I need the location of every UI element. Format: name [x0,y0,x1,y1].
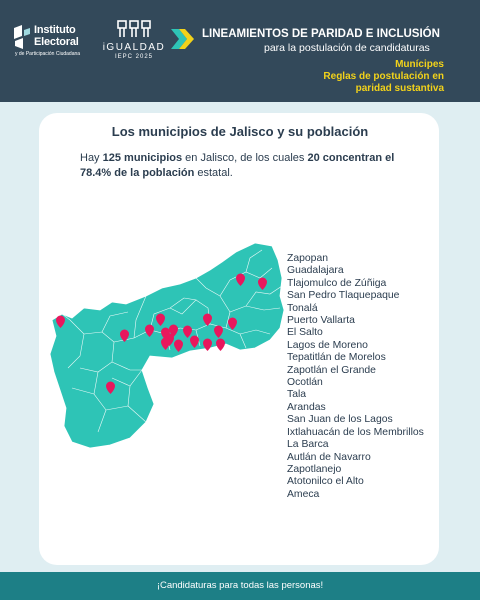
list-item: Zapotlanejo [287,463,342,475]
iepc-logo [12,22,98,62]
list-item: San Pedro Tlaquepaque [287,290,400,302]
igualdad-word: iGUALDAD [102,42,166,53]
list-item: Lagos de Moreno [287,339,368,351]
list-item: El Salto [287,327,323,339]
list-item: Ocotlán [287,377,323,389]
list-item: Puerto Vallarta [287,315,355,327]
municipios-list [287,253,477,501]
list-item: Tala [287,389,307,401]
section-label: Munícipes [395,59,444,70]
igualdad-logo [102,20,166,64]
logo-line2: Electoral [34,36,79,48]
list-item: La Barca [287,439,329,451]
list-item: Zapotlán el Grande [287,364,376,376]
logo-line3: y de Participación Ciudadana [15,51,81,57]
list-item: Guadalajara [287,265,344,277]
list-item: Tonalá [287,302,318,314]
list-item: Tepatitlán de Morelos [287,352,386,364]
header-subtitle: para la postulación de candidaturas [264,42,430,54]
page-title: Los municipios de Jalisco y su población [111,124,369,139]
map-pin-icon [216,339,225,352]
list-item: Zapopan [287,253,329,264]
chevron-arrows-icon [170,28,196,50]
header [0,0,480,102]
list-item: Atotonilco el Alto [287,476,364,488]
iepc-logo-icon [12,24,34,50]
intro-text: Hay 125 municipios en Jalisco, de los cuales 20 concentran el 78.4% de la población estatal. [80,152,395,179]
igualdad-people-icon [117,20,151,38]
list-item: Ameca [287,488,320,500]
header-title: LINEAMIENTOS DE PARIDAD E INCLUSIÓN [202,28,440,40]
igualdad-sub: IEPC 2025 [114,54,154,60]
footer [0,572,480,600]
section-sublabel: Reglas de postulación en paridad sustantiva [323,71,444,94]
jalisco-map [50,238,288,448]
list-item: Autlán de Navarro [287,451,371,463]
list-item: Arandas [287,401,326,413]
footer-text: ¡Candidaturas para todas las personas! [156,580,324,591]
list-item: San Juan de los Lagos [287,414,393,426]
list-item: Ixtlahuacán de los Membrillos [287,426,424,438]
list-item: Tlajomulco de Zúñiga [287,277,387,289]
logo-line1: Instituto [34,24,76,36]
